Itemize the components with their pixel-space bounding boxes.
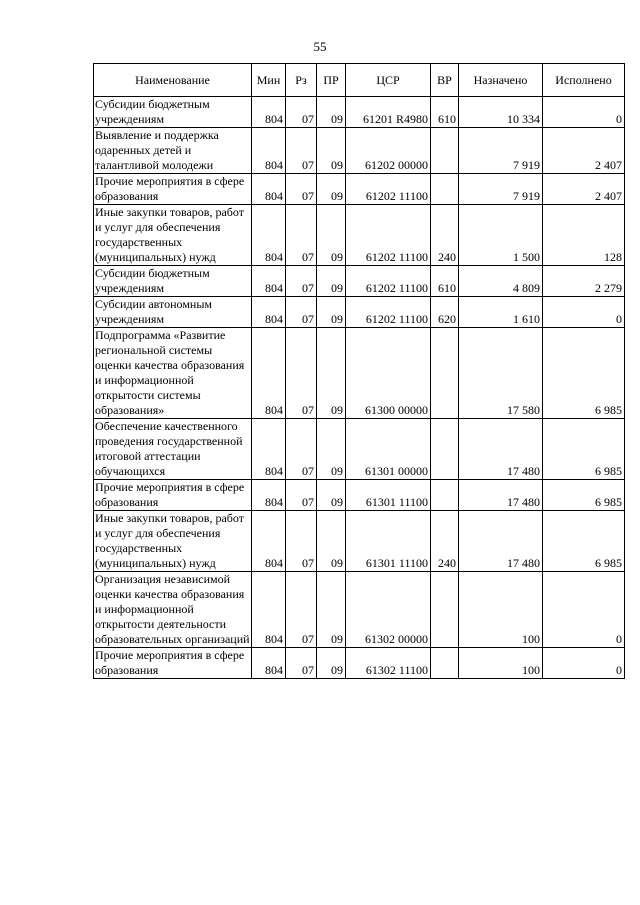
assigned-cell: 17 480: [459, 480, 543, 511]
rz-cell: 07: [286, 205, 317, 266]
pr-cell: 09: [317, 97, 346, 128]
csr-cell: 61202 11100: [346, 205, 431, 266]
executed-cell: 6 985: [543, 511, 625, 572]
table-row: [94, 128, 625, 174]
csr-cell: 61301 00000: [346, 419, 431, 480]
name-cell: Выявление и поддержка одаренных детей и талантливой молодежи: [94, 128, 252, 174]
min-cell: 804: [252, 480, 286, 511]
min-cell: 804: [252, 266, 286, 297]
csr-cell: 61202 00000: [346, 128, 431, 174]
rz-cell: 07: [286, 480, 317, 511]
min-cell: 804: [252, 97, 286, 128]
executed-cell: 0: [543, 297, 625, 328]
rz-cell: 07: [286, 511, 317, 572]
min-cell: 804: [252, 328, 286, 419]
vr-cell: [431, 328, 459, 419]
assigned-cell: 17 580: [459, 328, 543, 419]
table-row: [94, 205, 625, 266]
executed-cell: 0: [543, 97, 625, 128]
vr-cell: 610: [431, 266, 459, 297]
executed-cell: 6 985: [543, 419, 625, 480]
vr-cell: 240: [431, 205, 459, 266]
name-cell: Обеспечение качественного проведения государственной итоговой аттестации обучающихся: [94, 419, 252, 480]
name-cell: Подпрограмма «Развитие региональной системы оценки качества образования и информационной открытости системы образования»: [94, 328, 252, 419]
page-number: 55: [313, 39, 327, 54]
table-row: [94, 297, 625, 328]
min-cell: 804: [252, 572, 286, 648]
min-cell: 804: [252, 511, 286, 572]
pr-cell: 09: [317, 511, 346, 572]
csr-cell: 61202 11100: [346, 174, 431, 205]
name-cell: Организация независимой оценки качества образования и информационной открытости деятельности образовательных организаций: [95, 572, 250, 646]
vr-cell: 240: [431, 511, 459, 572]
rz-cell: 07: [286, 297, 317, 328]
min-cell: 804: [252, 174, 286, 205]
executed-cell: 0: [543, 572, 625, 648]
column-header-vr: ВР: [431, 64, 459, 97]
table-row: [94, 419, 625, 480]
name-cell: Прочие мероприятия в сфере образования: [94, 648, 252, 679]
rz-cell: 07: [286, 97, 317, 128]
table-row: [94, 480, 625, 511]
vr-cell: [431, 480, 459, 511]
csr-cell: 61301 11100: [346, 480, 431, 511]
name-cell: Субсидии бюджетным учреждениям: [94, 97, 252, 128]
pr-cell: 09: [317, 328, 346, 419]
rz-cell: 07: [286, 419, 317, 480]
table-row: [94, 266, 625, 297]
assigned-cell: 100: [459, 572, 543, 648]
name-cell: Субсидии автономным учреждениям: [94, 297, 252, 328]
csr-cell: 61202 11100: [346, 266, 431, 297]
column-header-csr: ЦСР: [346, 64, 431, 97]
column-header-executed: Исполнено: [543, 64, 625, 97]
table-header-row: [94, 64, 625, 97]
csr-cell: 61300 00000: [346, 328, 431, 419]
table-row: [94, 648, 625, 679]
column-header-rz: Рз: [286, 64, 317, 97]
vr-cell: 620: [431, 297, 459, 328]
executed-cell: 6 985: [543, 328, 625, 419]
table-row: [94, 572, 625, 648]
executed-cell: 2 407: [543, 128, 625, 174]
executed-cell: 6 985: [543, 480, 625, 511]
csr-cell: 61301 11100: [346, 511, 431, 572]
vr-cell: [431, 128, 459, 174]
executed-cell: 2 407: [543, 174, 625, 205]
pr-cell: 09: [317, 297, 346, 328]
vr-cell: [431, 572, 459, 648]
assigned-cell: 10 334: [459, 97, 543, 128]
rz-cell: 07: [286, 328, 317, 419]
assigned-cell: 7 919: [459, 128, 543, 174]
min-cell: 804: [252, 648, 286, 679]
vr-cell: [431, 419, 459, 480]
rz-cell: 07: [286, 572, 317, 648]
name-cell: Иные закупки товаров, работ и услуг для обеспечения государственных (муниципальных) нужд: [94, 205, 252, 266]
pr-cell: 09: [317, 128, 346, 174]
min-cell: 804: [252, 419, 286, 480]
budget-table: [93, 63, 625, 679]
rz-cell: 07: [286, 266, 317, 297]
executed-cell: 128: [543, 205, 625, 266]
column-header-name: Наименование: [94, 64, 252, 97]
vr-cell: [431, 174, 459, 205]
min-cell: 804: [252, 128, 286, 174]
csr-cell: 61202 11100: [346, 297, 431, 328]
pr-cell: 09: [317, 205, 346, 266]
vr-cell: [431, 648, 459, 679]
pr-cell: 09: [317, 419, 346, 480]
pr-cell: 09: [317, 266, 346, 297]
assigned-cell: 1 500: [459, 205, 543, 266]
column-header-assigned: Назначено: [459, 64, 543, 97]
table-row: [94, 174, 625, 205]
vr-cell: 610: [431, 97, 459, 128]
assigned-cell: 100: [459, 648, 543, 679]
rz-cell: 07: [286, 128, 317, 174]
executed-cell: 0: [543, 648, 625, 679]
csr-cell: 61302 11100: [346, 648, 431, 679]
csr-cell: 61201 R4980: [346, 97, 431, 128]
min-cell: 804: [252, 205, 286, 266]
assigned-cell: 7 919: [459, 174, 543, 205]
assigned-cell: 1 610: [459, 297, 543, 328]
table-row: [94, 511, 625, 572]
table-row: [94, 97, 625, 128]
csr-cell: 61302 00000: [346, 572, 431, 648]
assigned-cell: 4 809: [459, 266, 543, 297]
assigned-cell: 17 480: [459, 511, 543, 572]
rz-cell: 07: [286, 174, 317, 205]
executed-cell: 2 279: [543, 266, 625, 297]
rz-cell: 07: [286, 648, 317, 679]
name-cell: Иные закупки товаров, работ и услуг для обеспечения государственных (муниципальных) нужд: [94, 511, 252, 572]
name-cell: Прочие мероприятия в сфере образования: [94, 480, 252, 511]
table-row: [94, 328, 625, 419]
column-header-pr: ПР: [317, 64, 346, 97]
table-body: [94, 97, 625, 679]
assigned-cell: 17 480: [459, 419, 543, 480]
column-header-min: Мин: [252, 64, 286, 97]
pr-cell: 09: [317, 648, 346, 679]
min-cell: 804: [252, 297, 286, 328]
pr-cell: 09: [317, 480, 346, 511]
name-cell: Субсидии бюджетным учреждениям: [94, 266, 252, 297]
pr-cell: 09: [317, 572, 346, 648]
pr-cell: 09: [317, 174, 346, 205]
name-cell: Прочие мероприятия в сфере образования: [94, 174, 252, 205]
